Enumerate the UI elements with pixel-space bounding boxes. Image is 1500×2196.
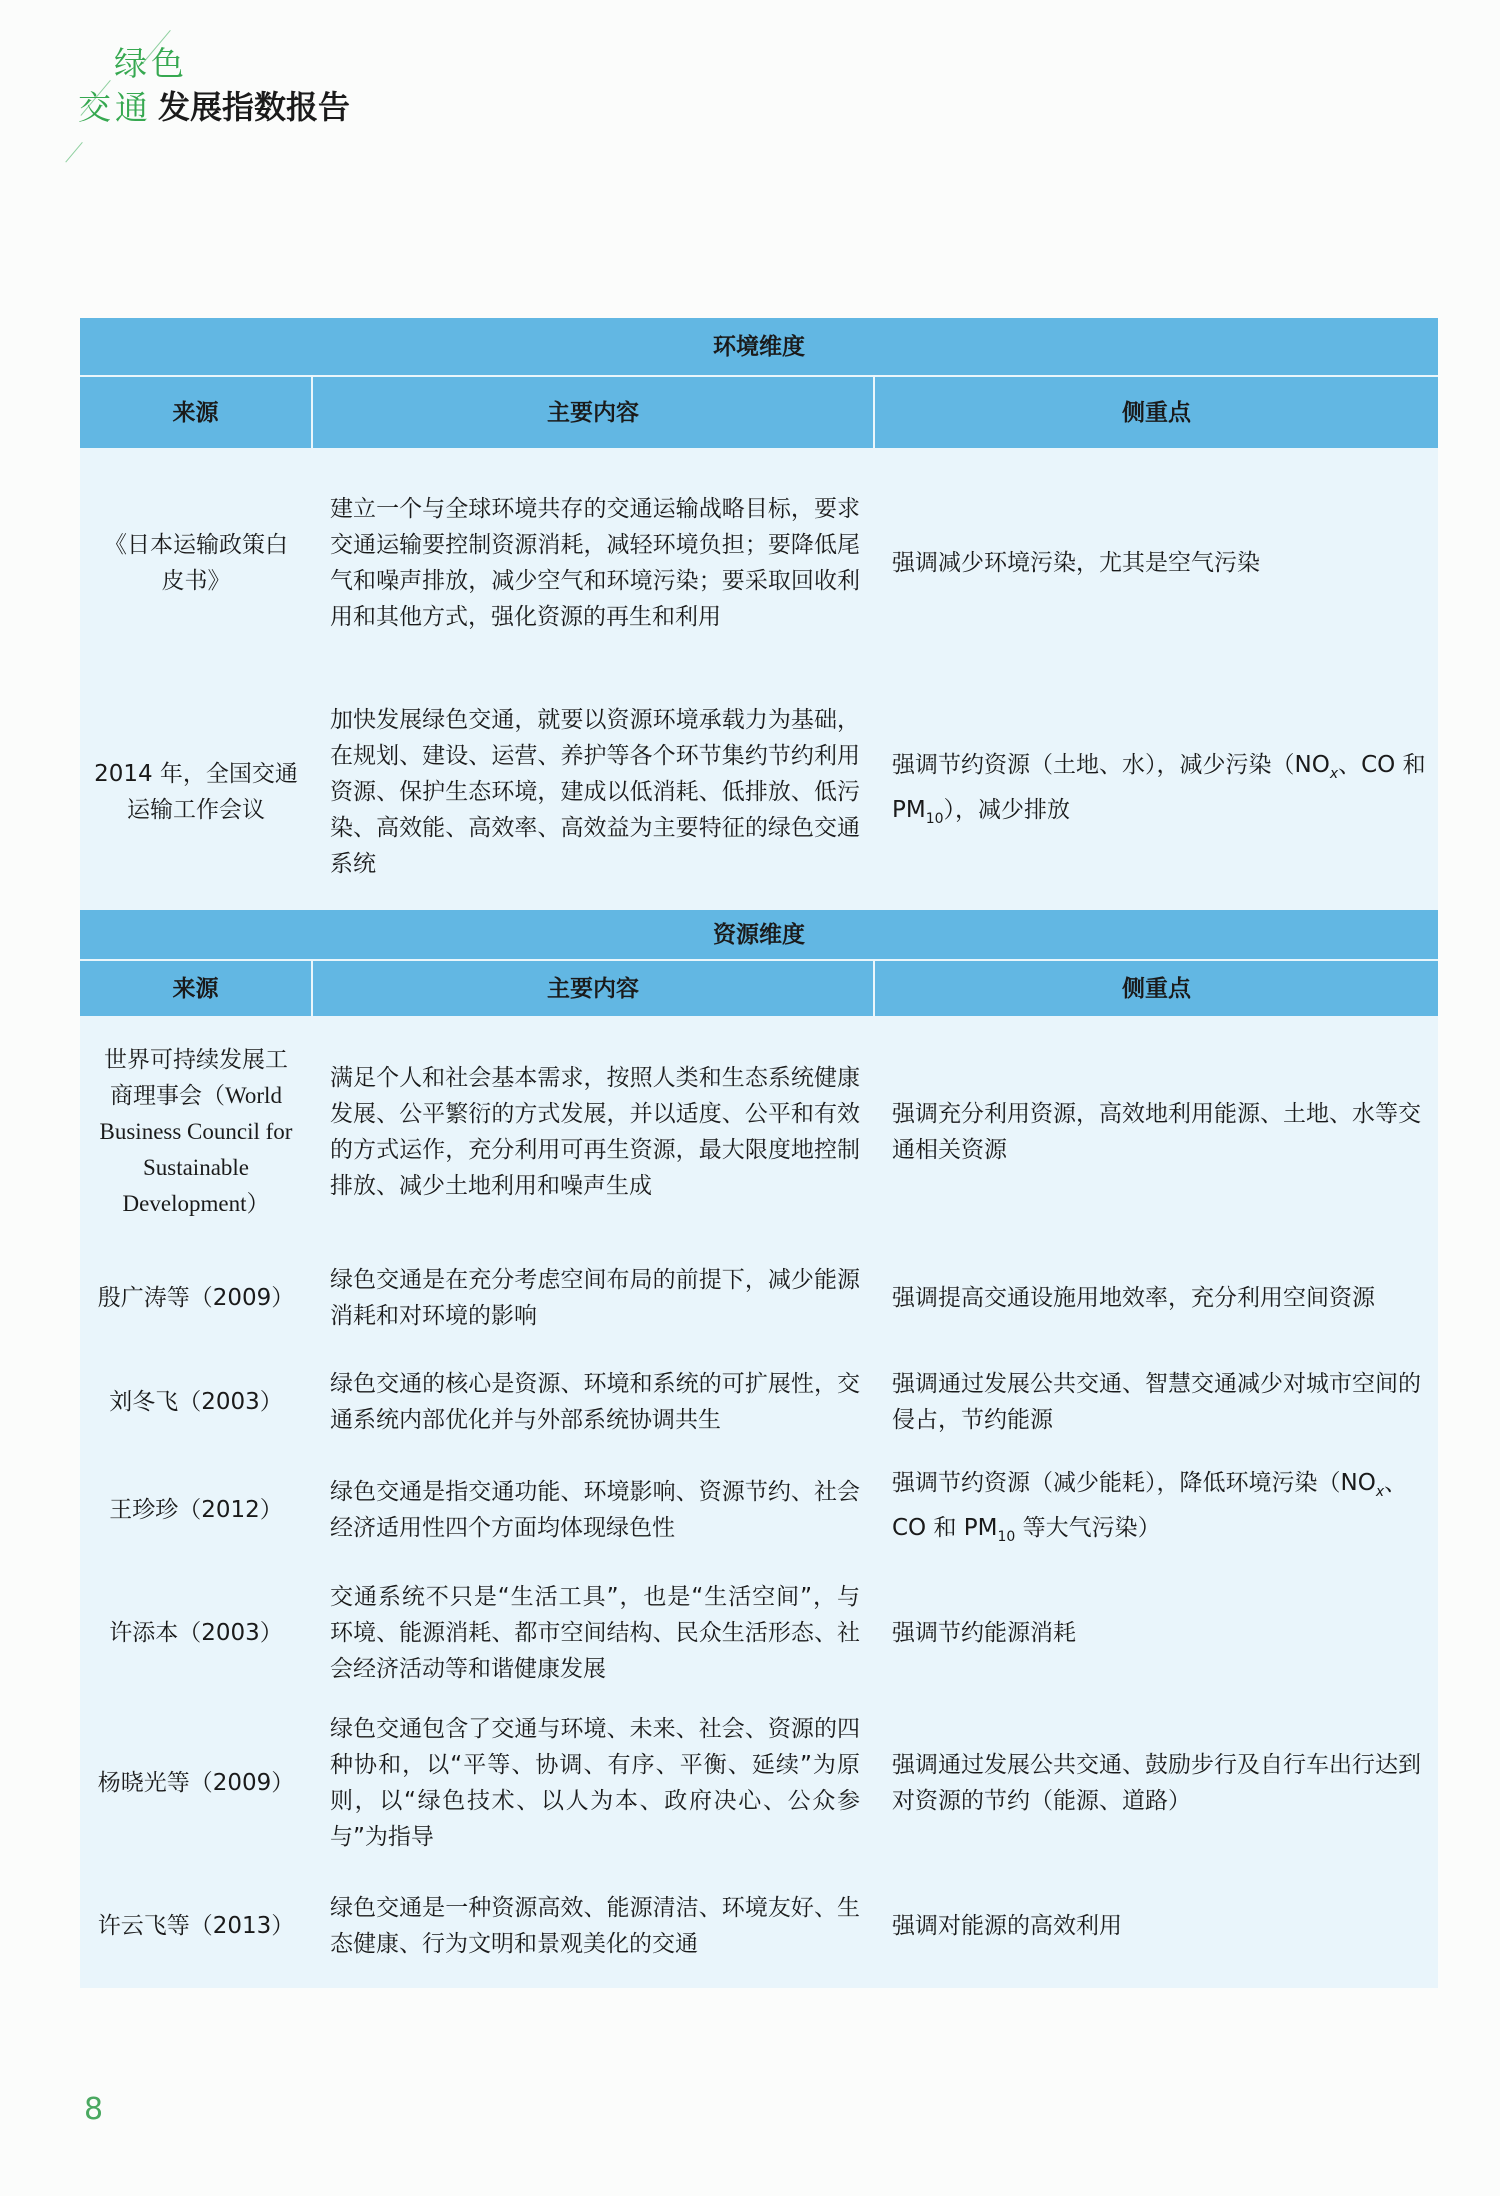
section-title: 环境维度 bbox=[80, 318, 1438, 376]
row-source: 刘冬飞（2003） bbox=[80, 1348, 312, 1456]
table-row bbox=[80, 1864, 1438, 1988]
header-decor-line bbox=[65, 142, 82, 163]
comparison-table bbox=[80, 318, 1438, 1988]
table-row bbox=[80, 448, 1438, 678]
row-focus: 强调提高交通设施用地效率，充分利用空间资源 bbox=[874, 1248, 1438, 1348]
row-content: 建立一个与全球环境共存的交通运输战略目标，要求交通运输要控制资源消耗，减轻环境负担；要降低尾气和噪声排放，减少空气和环境污染；要采取回收利用和其他方式，强化资源的再生和利用 bbox=[312, 448, 874, 678]
row-source: 世界可持续发展工商理事会（World Business Council for Sustainable Development） bbox=[80, 1016, 312, 1248]
report-header bbox=[78, 30, 478, 170]
table-row bbox=[80, 1456, 1438, 1564]
section-title: 资源维度 bbox=[80, 908, 1438, 960]
row-focus: 强调减少环境污染，尤其是空气污染 bbox=[874, 448, 1438, 678]
column-header-source: 来源 bbox=[80, 960, 312, 1016]
column-header-content: 主要内容 bbox=[312, 376, 874, 448]
column-header-focus: 侧重点 bbox=[874, 960, 1438, 1016]
row-source: 《日本运输政策白皮书》 bbox=[80, 448, 312, 678]
header-green-top: 绿色 bbox=[114, 44, 188, 83]
row-content: 绿色交通是一种资源高效、能源清洁、环境友好、生态健康、行为文明和景观美化的交通 bbox=[312, 1864, 874, 1988]
row-focus: 强调对能源的高效利用 bbox=[874, 1864, 1438, 1988]
row-content: 绿色交通的核心是资源、环境和系统的可扩展性，交通系统内部优化并与外部系统协调共生 bbox=[312, 1348, 874, 1456]
section-header-row bbox=[80, 318, 1438, 376]
column-header-row bbox=[80, 376, 1438, 448]
row-source: 许添本（2003） bbox=[80, 1564, 312, 1702]
row-focus: 强调节约资源（减少能耗），降低环境污染（$NO_x$、CO 和 $PM_{10}$ 等大气污染） bbox=[874, 1456, 1438, 1564]
header-green-bottom: 交通 bbox=[78, 88, 152, 127]
column-header-source: 来源 bbox=[80, 376, 312, 448]
row-content: 绿色交通包含了交通与环境、未来、社会、资源的四种协和，以“平等、协调、有序、平衡、延续”为原则，以“绿色技术、以人为本、政府决心、公众参与”为指导 bbox=[312, 1702, 874, 1864]
row-focus: 强调节约资源（土地、水），减少污染（$NO_x$、CO 和 $PM_{10}$），减少排放 bbox=[874, 678, 1438, 908]
column-header-content: 主要内容 bbox=[312, 960, 874, 1016]
table-row bbox=[80, 1564, 1438, 1702]
table-row bbox=[80, 1348, 1438, 1456]
table-row bbox=[80, 678, 1438, 908]
column-header-focus: 侧重点 bbox=[874, 376, 1438, 448]
row-source: 杨晓光等（2009） bbox=[80, 1702, 312, 1864]
row-content: 加快发展绿色交通，就要以资源环境承载力为基础，在规划、建设、运营、养护等各个环节集约节约利用资源、保护生态环境，建成以低消耗、低排放、低污染、高效能、高效率、高效益为主要特征的绿色交通系统 bbox=[312, 678, 874, 908]
section-header-row bbox=[80, 908, 1438, 960]
table-row bbox=[80, 1248, 1438, 1348]
table-row bbox=[80, 1702, 1438, 1864]
column-header-row bbox=[80, 960, 1438, 1016]
header-title: 发展指数报告 bbox=[158, 88, 351, 126]
row-content: 绿色交通是指交通功能、环境影响、资源节约、社会经济适用性四个方面均体现绿色性 bbox=[312, 1456, 874, 1564]
row-focus: 强调通过发展公共交通、智慧交通减少对城市空间的侵占，节约能源 bbox=[874, 1348, 1438, 1456]
row-content: 交通系统不只是“生活工具”，也是“生活空间”，与环境、能源消耗、都市空间结构、民众生活形态、社会经济活动等和谐健康发展 bbox=[312, 1564, 874, 1702]
row-focus: 强调通过发展公共交通、鼓励步行及自行车出行达到对资源的节约（能源、道路） bbox=[874, 1702, 1438, 1864]
row-source: 2014 年，全国交通运输工作会议 bbox=[80, 678, 312, 908]
page-number: 8 bbox=[84, 2092, 104, 2127]
table-row bbox=[80, 1016, 1438, 1248]
row-content: 绿色交通是在充分考虑空间布局的前提下，减少能源消耗和对环境的影响 bbox=[312, 1248, 874, 1348]
row-source: 许云飞等（2013） bbox=[80, 1864, 312, 1988]
row-content: 满足个人和社会基本需求，按照人类和生态系统健康发展、公平繁衍的方式发展，并以适度、公平和有效的方式运作，充分利用可再生资源，最大限度地控制排放、减少土地利用和噪声生成 bbox=[312, 1016, 874, 1248]
row-source: 王珍珍（2012） bbox=[80, 1456, 312, 1564]
row-source: 殷广涛等（2009） bbox=[80, 1248, 312, 1348]
row-focus: 强调节约能源消耗 bbox=[874, 1564, 1438, 1702]
row-focus: 强调充分利用资源，高效地利用能源、土地、水等交通相关资源 bbox=[874, 1016, 1438, 1248]
